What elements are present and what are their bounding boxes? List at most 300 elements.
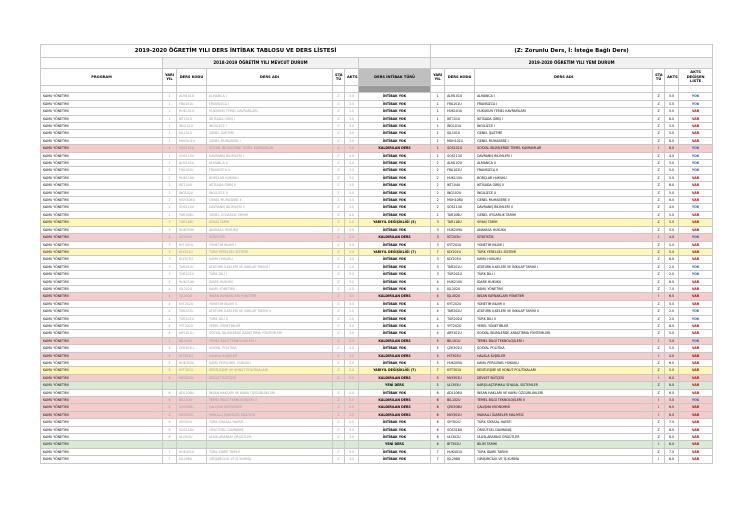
old-akts-cell: 3.0 [345, 352, 359, 359]
old-status-cell: Z [333, 456, 345, 463]
new-status-cell: Z [653, 360, 665, 367]
new-semester-cell: 3 [431, 271, 445, 278]
new-akts-cell: 5.0 [665, 300, 679, 307]
new-semester-cell: 7 [431, 448, 445, 455]
program-cell: KAMU YÖNETİMİ [41, 315, 163, 322]
table-row [41, 367, 713, 374]
new-name-cell: TÜRK DİLİ II [475, 315, 653, 322]
new-name-cell: GENEL UYGARLIK TARİHİ [475, 211, 653, 218]
old-status-cell: Z [333, 248, 345, 255]
new-code-cell: MLY302U [445, 411, 475, 418]
new-semester-cell: 2 [431, 160, 445, 167]
old-code-cell: HUK101U [177, 108, 207, 115]
akts-changed-cell: VAR [679, 367, 713, 374]
new-status-cell: Z [653, 123, 665, 130]
old-akts-cell: 3.0 [345, 322, 359, 329]
col-name-new: DERS ADI [475, 69, 653, 86]
old-code-cell: HİT303U [177, 352, 207, 359]
new-akts-cell: 6.0 [665, 404, 679, 411]
akts-changed-cell: YOK [679, 308, 713, 315]
intibak-type-cell: KALDIRILAN DERS [359, 293, 431, 300]
new-code-cell: TAR201U [445, 263, 475, 270]
old-status-cell: Z [333, 204, 345, 211]
old-semester-cell: 4 [163, 300, 177, 307]
new-akts-cell: 5.0 [665, 108, 679, 115]
old-name-cell: ATATÜRK İLKELERİ VE İNKILAP TARİHİ II [207, 308, 333, 315]
table-row [41, 322, 713, 329]
program-cell: KAMU YÖNETİMİ [41, 263, 163, 270]
old-code-cell [177, 441, 207, 448]
old-akts-cell: 3.0 [345, 448, 359, 455]
new-status-cell: İ [653, 352, 665, 359]
old-status-cell: Z [333, 93, 345, 100]
akts-changed-cell: VAR [679, 404, 713, 411]
table-row [41, 271, 713, 278]
new-akts-cell: 6.0 [665, 145, 679, 152]
program-cell: KAMU YÖNETİMİ [41, 108, 163, 115]
new-status-cell: Z [653, 419, 665, 426]
old-akts-cell: 2.0 [345, 308, 359, 315]
old-semester-cell: 5 [163, 337, 177, 344]
old-semester-cell: 3 [163, 226, 177, 233]
old-code-cell: ARY101U [177, 330, 207, 337]
old-semester-cell: 6 [163, 426, 177, 433]
program-cell: KAMU YÖNETİMİ [41, 197, 163, 204]
new-status-cell: Z [653, 211, 665, 218]
new-status-cell: Z [653, 100, 665, 107]
new-code-cell: FRA102U [445, 167, 475, 174]
col-akts-new: AKTS [665, 69, 679, 86]
new-semester-cell: 5 [431, 345, 445, 352]
old-code-cell: İNG102U [177, 189, 207, 196]
table-row [41, 152, 713, 159]
akts-changed-cell: VAR [679, 115, 713, 122]
akts-changed-cell: YOK [679, 234, 713, 241]
table-row [41, 137, 713, 144]
new-code-cell: İKT101U [445, 115, 475, 122]
old-code-cell: SOS113U [177, 152, 207, 159]
old-akts-cell: 3.0 [345, 337, 359, 344]
new-status-cell: Z [653, 226, 665, 233]
table-row [41, 174, 713, 181]
akts-changed-cell: VAR [679, 226, 713, 233]
intibak-type-cell: İNTİBAK YOK [359, 300, 431, 307]
old-name-cell: HALKLA İLİŞKİLER [207, 352, 333, 359]
intibak-type-cell: YARIYIL DEĞİŞİKLİĞİ (7) [359, 367, 431, 374]
old-status-cell: Z [333, 160, 345, 167]
old-status-cell: Z [333, 330, 345, 337]
old-semester-cell: 3 [163, 248, 177, 255]
old-code-cell: SİY302U [177, 419, 207, 426]
new-name-cell: SOSYAL BİLİMLERDE TEMEL KAVRAMLAR [475, 145, 653, 152]
akts-changed-cell: VAR [679, 330, 713, 337]
akts-changed-cell: VAR [679, 248, 713, 255]
intibak-type-cell: İNTİBAK YOK [359, 456, 431, 463]
new-code-cell: İKT104U [445, 182, 475, 189]
new-akts-cell: 6.0 [665, 434, 679, 441]
old-code-cell: ALM101U [177, 93, 207, 100]
old-name-cell [207, 382, 333, 389]
old-code-cell: İST203U [177, 234, 207, 241]
new-akts-cell: 2.0 [665, 315, 679, 322]
new-name-cell: HUKUKUN TEMEL KAVRAMLARI [475, 108, 653, 115]
old-status-cell: Z [333, 226, 345, 233]
table-row [41, 263, 713, 270]
old-status-cell: Z [333, 397, 345, 404]
old-code-cell: HUK305U [177, 360, 207, 367]
new-code-cell: KLY203U [445, 256, 475, 263]
new-name-cell: TÜRK İDARE TARİHİ [475, 448, 653, 455]
table-row [41, 108, 713, 115]
old-code-cell: ÇEK301U [177, 345, 207, 352]
new-status-cell: Z [653, 300, 665, 307]
old-semester-cell: 4 [163, 315, 177, 322]
table-row [41, 419, 713, 426]
old-akts-cell: 3.0 [345, 189, 359, 196]
akts-changed-cell: VAR [679, 389, 713, 396]
old-code-cell [177, 382, 207, 389]
old-code-cell: BİL102U [177, 397, 207, 404]
new-name-cell: GİRİŞİMCİLİK VE İŞ KURMA [475, 456, 653, 463]
old-code-cell: MUH101U [177, 137, 207, 144]
old-status-cell: Z [333, 189, 345, 196]
table-row [41, 389, 713, 396]
intibak-type-cell: İNTİBAK YOK [359, 434, 431, 441]
akts-changed-cell: YOK [679, 397, 713, 404]
old-semester-cell: 1 [163, 137, 177, 144]
old-code-cell: HUK209U [177, 226, 207, 233]
new-status-cell: Z [653, 345, 665, 352]
intibak-table [40, 44, 713, 464]
old-status-cell: Z [333, 352, 345, 359]
old-semester-cell: 2 [163, 211, 177, 218]
new-semester-cell: 6 [431, 426, 445, 433]
old-semester-cell: 1 [163, 93, 177, 100]
new-status-cell: Z [653, 160, 665, 167]
old-akts-cell: 4.0 [345, 389, 359, 396]
akts-changed-cell: VAR [679, 382, 713, 389]
akts-changed-cell: VAR [679, 322, 713, 329]
new-akts-cell: 6.0 [665, 411, 679, 418]
new-status-cell: Z [653, 285, 665, 292]
old-semester-cell: 1 [163, 152, 177, 159]
old-name-cell: TÜRK SİYASAL HAYATI [207, 419, 333, 426]
old-name-cell: MAHALLİ İDARELER MALİYESİ [207, 411, 333, 418]
program-cell: KAMU YÖNETİMİ [41, 411, 163, 418]
old-name-cell: FRANSIZCA II [207, 167, 333, 174]
new-semester-cell: 3 [431, 234, 445, 241]
old-akts-cell: 3.0 [345, 293, 359, 300]
table-row [41, 337, 713, 344]
new-name-cell: İNSAN HAKLARI VE KAMU ÖZGÜRLÜKLERİ [475, 389, 653, 396]
old-code-cell: SOS114U [177, 204, 207, 211]
new-name-cell: KAMU HUKUKU [475, 256, 653, 263]
akts-changed-cell: VAR [679, 137, 713, 144]
col-yy-new: YARI YIL [431, 69, 445, 86]
new-code-cell: MLY303U [445, 374, 475, 381]
old-name-cell: ALMANCA I [207, 93, 333, 100]
old-semester-cell [163, 441, 177, 448]
new-name-cell: SOSYAL BİLİMLERDE ARAŞTIRMA YÖNTEMLERİ [475, 330, 653, 337]
new-name-cell: TÜRK SİYASAL HAYATI [475, 419, 653, 426]
old-status-cell: Z [333, 404, 345, 411]
new-status-cell: İ [653, 337, 665, 344]
new-code-cell: İNG101U [445, 123, 475, 130]
old-code-cell: SOS318U [177, 426, 207, 433]
old-akts-cell: 3.0 [345, 300, 359, 307]
old-semester-cell: 1 [163, 123, 177, 130]
program-cell: KAMU YÖNETİMİ [41, 360, 163, 367]
program-cell: KAMU YÖNETİMİ [41, 93, 163, 100]
new-semester-cell: 1 [431, 93, 445, 100]
intibak-type-cell: İNTİBAK YOK [359, 123, 431, 130]
new-akts-cell: 4.0 [665, 152, 679, 159]
old-semester-cell: 3 [163, 234, 177, 241]
intibak-type-cell: İNTİBAK YOK [359, 322, 431, 329]
akts-changed-cell: YOK [679, 160, 713, 167]
akts-changed-cell: YOK [679, 271, 713, 278]
program-cell: KAMU YÖNETİMİ [41, 293, 163, 300]
old-name-cell: FRANSIZCA I [207, 100, 333, 107]
old-name-cell: SOSYAL BİLİMLERDE TEMEL KAVRAMLAR [207, 145, 333, 152]
old-semester-cell: 5 [163, 352, 177, 359]
new-name-cell: KENTLEŞME VE KONUT POLİTİKALARI [475, 367, 653, 374]
old-name-cell: İNGİLİZCE I [207, 123, 333, 130]
intibak-type-cell: KALDIRILAN DERS [359, 352, 431, 359]
new-akts-cell: 4.0 [665, 234, 679, 241]
new-semester-cell: 3 [431, 226, 445, 233]
program-cell: KAMU YÖNETİMİ [41, 322, 163, 329]
old-semester-cell: 1 [163, 108, 177, 115]
old-status-cell: Z [333, 300, 345, 307]
old-name-cell: İKTİSADA GİRİŞ II [207, 182, 333, 189]
old-code-cell: İKT104U [177, 182, 207, 189]
old-code-cell: HUK110U [177, 174, 207, 181]
old-semester-cell: 5 [163, 345, 177, 352]
new-semester-cell: 6 [431, 389, 445, 396]
akts-changed-cell: YOK [679, 263, 713, 270]
new-status-cell: Z [653, 434, 665, 441]
intibak-type-cell: KALDIRILAN DERS [359, 337, 431, 344]
new-akts-cell: 5.0 [665, 248, 679, 255]
old-code-cell: YYT202U [177, 322, 207, 329]
new-status-cell: İ [653, 397, 665, 404]
old-akts-cell: 3.0 [345, 419, 359, 426]
new-akts-cell: 6.0 [665, 441, 679, 448]
title-row [41, 45, 713, 58]
program-cell: KAMU YÖNETİMİ [41, 389, 163, 396]
new-name-cell: DAVRANIŞ BİLİMLERİ I [475, 152, 653, 159]
new-status-cell: Z [653, 204, 665, 211]
new-akts-cell: 5.0 [665, 219, 679, 226]
program-cell: KAMU YÖNETİMİ [41, 182, 163, 189]
new-code-cell: ADL106U [445, 389, 475, 396]
col-name-old: DERS ADI [207, 69, 333, 86]
old-akts-cell: 3.0 [345, 456, 359, 463]
new-akts-cell: 6.0 [665, 115, 679, 122]
new-code-cell: KLY201U [445, 248, 475, 255]
new-name-cell: İNGİLİZCE I [475, 123, 653, 130]
old-code-cell: İŞL402U [177, 293, 207, 300]
col-zi-new: STA TÜ [653, 69, 665, 86]
program-cell: KAMU YÖNETİMİ [41, 448, 163, 455]
table-row [41, 182, 713, 189]
old-name-cell: KAMU HUKUKU [207, 256, 333, 263]
new-name-cell: SİYASİ TARİH [475, 219, 653, 226]
new-name-cell: ÖRGÜTSEL DAVRANIŞ [475, 426, 653, 433]
akts-changed-cell: VAR [679, 211, 713, 218]
akts-changed-cell: VAR [679, 197, 713, 204]
old-section-title: 2018-2019 ÖĞRETİM YILI MEVCUT DURUM [163, 58, 359, 69]
new-akts-cell: 5.0 [665, 160, 679, 167]
new-status-cell: Z [653, 382, 665, 389]
old-code-cell: MLY303U [177, 374, 207, 381]
old-semester-cell: 2 [163, 160, 177, 167]
new-semester-cell: 6 [431, 397, 445, 404]
old-status-cell: Z [333, 315, 345, 322]
intibak-sheet [40, 44, 712, 464]
program-cell: KAMU YÖNETİMİ [41, 271, 163, 278]
program-cell: KAMU YÖNETİMİ [41, 441, 163, 448]
old-name-cell: ÇALIŞMA EKONOMİSİ [207, 404, 333, 411]
old-name-cell: TÜRK DİLİ I [207, 271, 333, 278]
new-akts-cell: 6.0 [665, 389, 679, 396]
old-akts-cell: 3.0 [345, 93, 359, 100]
intibak-type-cell: İNTİBAK YOK [359, 448, 431, 455]
new-status-cell: Z [653, 330, 665, 337]
new-name-cell: ÇALIŞMA EKONOMİSİ [475, 404, 653, 411]
old-code-cell: MUH108U [177, 197, 207, 204]
old-akts-cell: 3.0 [345, 226, 359, 233]
new-code-cell: SOS114U [445, 204, 475, 211]
akts-changed-cell: VAR [679, 285, 713, 292]
old-name-cell: KENTLEŞME VE KONUT POLİTİKALARI [207, 367, 333, 374]
akts-changed-cell: YOK [679, 145, 713, 152]
new-name-cell: TEMEL BİLGİ TEKNOLOJİLERİ II [475, 397, 653, 404]
old-code-cell: TÜR201U [177, 271, 207, 278]
table-row [41, 382, 713, 389]
new-akts-cell: 7.0 [665, 419, 679, 426]
old-name-cell: KAMU YÖNETİMİ [207, 285, 333, 292]
old-status-cell: Z [333, 360, 345, 367]
program-cell: KAMU YÖNETİMİ [41, 137, 163, 144]
old-status-cell: Z [333, 211, 345, 218]
old-name-cell: SİYASİ TARİH [207, 219, 333, 226]
new-semester-cell: 2 [431, 167, 445, 174]
old-name-cell: DEVLET BÜTÇESİ [207, 374, 333, 381]
old-akts-cell: 2.0 [345, 271, 359, 278]
new-name-cell: BORÇLAR HUKUKU [475, 174, 653, 181]
akts-changed-cell: VAR [679, 123, 713, 130]
new-code-cell: SOS101U [445, 145, 475, 152]
old-code-cell: KYT202U [177, 300, 207, 307]
old-semester-cell: 4 [163, 293, 177, 300]
new-semester-cell: 3 [431, 256, 445, 263]
program-cell: KAMU YÖNETİMİ [41, 100, 163, 107]
old-code-cell: HUK401U [177, 448, 207, 455]
intibak-type-cell: İNTİBAK YOK [359, 226, 431, 233]
old-semester-cell: 6 [163, 389, 177, 396]
table-row [41, 189, 713, 196]
new-code-cell: İŞL202U [445, 285, 475, 292]
program-cell: KAMU YÖNETİMİ [41, 167, 163, 174]
table-row [41, 456, 713, 463]
old-akts-cell: 4.0 [345, 211, 359, 218]
old-status-cell: Z [333, 322, 345, 329]
old-name-cell: SOSYAL BİLİMLERDE ARAŞTIRMA YÖNTEMLERİ [207, 330, 333, 337]
table-row [41, 256, 713, 263]
program-cell: KAMU YÖNETİMİ [41, 285, 163, 292]
akts-changed-cell: VAR [679, 108, 713, 115]
new-akts-cell: 5.0 [665, 123, 679, 130]
new-code-cell: TAR118U [445, 219, 475, 226]
new-status-cell: İ [653, 293, 665, 300]
new-name-cell: KARŞILAŞTIRMALI SİYASAL SİSTEMLER [475, 382, 653, 389]
intibak-type-cell: YARIYIL DEĞİŞİKLİĞİ (3) [359, 219, 431, 226]
program-cell: KAMU YÖNETİMİ [41, 397, 163, 404]
old-akts-cell: 3.0 [345, 256, 359, 263]
new-name-cell: YEREL YÖNETİMLER [475, 322, 653, 329]
old-status-cell: Z [333, 137, 345, 144]
old-semester-cell: 3 [163, 256, 177, 263]
new-code-cell: MUH108U [445, 197, 475, 204]
old-status-cell: Z [333, 197, 345, 204]
new-code-cell: SOS113U [445, 152, 475, 159]
old-status-cell: Z [333, 108, 345, 115]
program-cell: KAMU YÖNETİMİ [41, 352, 163, 359]
old-akts-cell: 3.0 [345, 197, 359, 204]
akts-changed-cell: VAR [679, 174, 713, 181]
new-code-cell: İŞL298U [445, 456, 475, 463]
intibak-type-cell: İNTİBAK YOK [359, 360, 431, 367]
new-akts-cell: 5.0 [665, 100, 679, 107]
intibak-type-cell: İNTİBAK YOK [359, 130, 431, 137]
old-akts-cell: 3.0 [345, 167, 359, 174]
old-name-cell: ATATÜRK İLKELERİ VE İNKILAP TARİHİ I [207, 263, 333, 270]
new-status-cell: Z [653, 322, 665, 329]
new-semester-cell: 2 [431, 182, 445, 189]
new-code-cell: TAR106U [445, 211, 475, 218]
new-code-cell: İŞL402U [445, 293, 475, 300]
new-name-cell: ANAYASA HUKUKU [475, 226, 653, 233]
new-status-cell: İ [653, 234, 665, 241]
new-code-cell: ULİ305U [445, 382, 475, 389]
new-akts-cell: 5.0 [665, 93, 679, 100]
akts-changed-cell: VAR [679, 300, 713, 307]
old-status-cell: Z [333, 271, 345, 278]
old-code-cell: TÜR202U [177, 315, 207, 322]
program-cell: KAMU YÖNETİMİ [41, 160, 163, 167]
new-name-cell: ULUSLARARASI ÖRGÜTLER [475, 434, 653, 441]
program-cell: KAMU YÖNETİMİ [41, 152, 163, 159]
table-row [41, 411, 713, 418]
old-akts-cell: 3.0 [345, 397, 359, 404]
old-code-cell: İNG101U [177, 123, 207, 130]
akts-changed-cell: VAR [679, 130, 713, 137]
new-semester-cell: 6 [431, 419, 445, 426]
akts-changed-cell: YOK [679, 315, 713, 322]
new-semester-cell: 6 [431, 441, 445, 448]
new-semester-cell: 2 [431, 204, 445, 211]
old-name-cell: GENEL İŞLETME [207, 130, 333, 137]
akts-changed-cell: VAR [679, 219, 713, 226]
old-status-cell: Z [333, 367, 345, 374]
old-semester-cell: 4 [163, 322, 177, 329]
akts-changed-cell: VAR [679, 256, 713, 263]
new-code-cell: KYT202U [445, 300, 475, 307]
akts-changed-cell: VAR [679, 360, 713, 367]
new-semester-cell: 6 [431, 434, 445, 441]
